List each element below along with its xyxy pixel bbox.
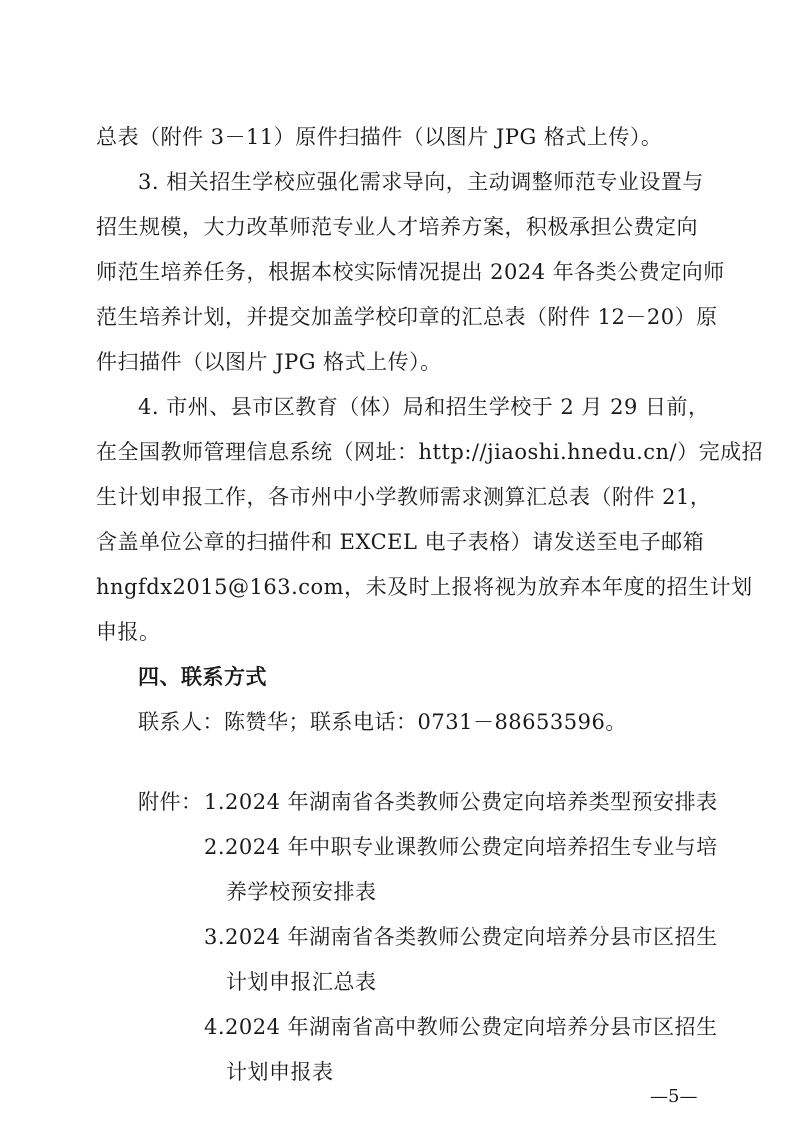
- paragraph-line: 申报。: [96, 620, 161, 644]
- paragraph-line: 师范生培养任务，根据本校实际情况提出 2024 年各类公费定向师: [96, 260, 725, 284]
- attachment-item: 2.2024 年中职专业课教师公费定向培养招生专业与培: [204, 835, 718, 859]
- page-number: —5—: [650, 1086, 698, 1107]
- attachment-item: 3.2024 年湖南省各类教师公费定向培养分县市区招生: [204, 925, 718, 949]
- paragraph-line: 件扫描件（以图片 JPG 格式上传）。: [96, 350, 442, 374]
- paragraph-line: 4. 市州、县市区教育（体）局和招生学校于 2 月 29 日前，: [138, 395, 710, 419]
- paragraph-line: 总表（附件 3－11）原件扫描件（以图片 JPG 格式上传）。: [96, 125, 663, 149]
- attachment-item: 4.2024 年湖南省高中教师公费定向培养分县市区招生: [204, 1015, 718, 1039]
- attachment-item-continuation: 计划申报汇总表: [226, 970, 377, 994]
- paragraph-line: hngfdx2015@163.com，未及时上报将视为放弃本年度的招生计划: [96, 575, 753, 599]
- paragraph-line: 在全国教师管理信息系统（网址：http://jiaoshi.hnedu.cn/）完成招: [96, 440, 764, 464]
- section-heading: 四、联系方式: [138, 664, 267, 689]
- paragraph-line: 生计划申报工作，各市州中小学教师需求测算汇总表（附件 21，: [96, 485, 712, 509]
- paragraph-line: 招生规模，大力改革师范专业人才培养方案，积极承担公费定向: [96, 215, 698, 239]
- attachments-label: 附件：: [138, 790, 203, 814]
- attachment-item-continuation: 养学校预安排表: [226, 880, 377, 904]
- attachment-item: 1.2024 年湖南省各类教师公费定向培养类型预安排表: [204, 790, 718, 814]
- paragraph-line: 含盖单位公章的扫描件和 EXCEL 电子表格）请发送至电子邮箱: [96, 530, 705, 554]
- contact-line: 联系人：陈赞华；联系电话：0731－88653596。: [138, 710, 627, 734]
- paragraph-line: 3. 相关招生学校应强化需求导向，主动调整师范专业设置与: [138, 170, 704, 194]
- paragraph-line: 范生培养计划，并提交加盖学校印章的汇总表（附件 12－20）原: [96, 305, 718, 329]
- attachment-item-continuation: 计划申报表: [226, 1060, 334, 1084]
